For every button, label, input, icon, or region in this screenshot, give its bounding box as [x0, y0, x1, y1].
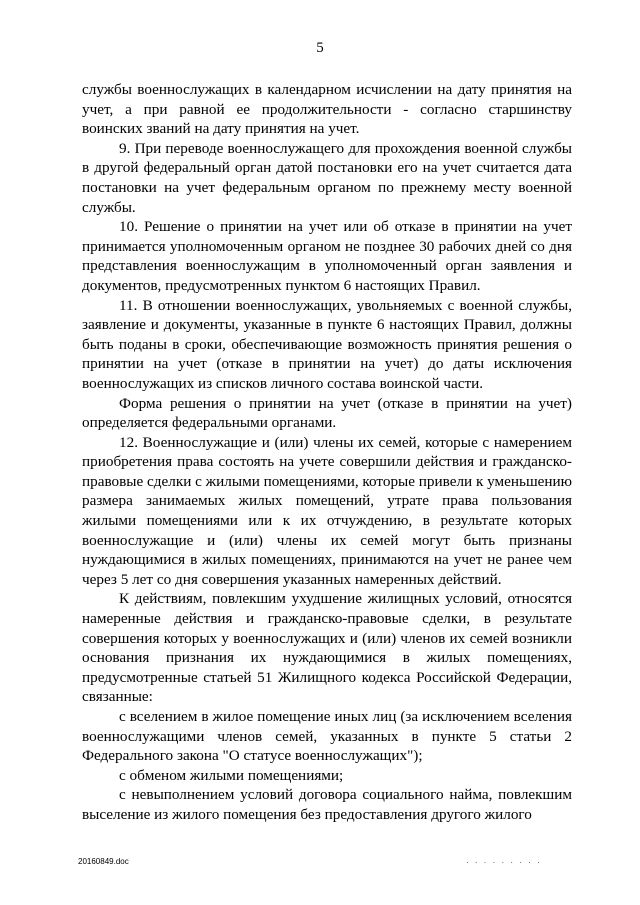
- paragraph-continuation: службы военнослужащих в календарном исчислении на дату принятия на учет, а при равной ее продолжительности - согласно старшинству воинских званий на дату принятия на учет.: [82, 81, 572, 138]
- paragraph-decision-form: Форма решения о принятии на учет (отказе в принятии на учет) определяется федеральными органами.: [82, 394, 572, 432]
- paragraph-item-9: 9. При переводе военнослужащего для прохождения военной службы в другой федеральный орган датой постановки его на учет считается дата постановки на учет федеральным органом по прежнему месту военной службы.: [82, 139, 572, 216]
- paragraph-item-10: 10. Решение о принятии на учет или об отказе в принятии на учет принимается уполномоченным органом не позднее 30 рабочих дней со дня представления военнослужащим в уполномоченный орган заявления и документов, предусмотренных пунктом 6 настоящих Правил.: [82, 218, 572, 294]
- footer-file-name: 20160849.doc: [78, 857, 129, 866]
- paragraph-list-item-exchange: с обменом жилыми помещениями;: [119, 766, 344, 784]
- paragraph-list-item-settlement: с вселением в жилое помещение иных лиц (за исключением вселения военнослужащими членов семей, указанных в пункте 5 статьи 2 Федерального закона "О статусе военнослужащих");: [82, 708, 572, 765]
- paragraph-item-12: 12. Военнослужащие и (или) члены их семей, которые с намерением приобретения права состоять на учете совершили действия и гражданско-правовые сделки с жилыми помещениями, которые привели к уменьшению размера занимаемых жилых помещений, утрате права пользования жилыми помещениями или к их отчуждению, в результате которых военнослужащие и (или) члены их семей могут быть признаны нуждающимися в жилых помещениях, принимаются на учет не ранее чем через 5 лет со дня совершения указанных намеренных действий.: [82, 433, 572, 588]
- document-body: [82, 80, 572, 825]
- footer-mark: · · · · · · · · ·: [466, 858, 542, 867]
- page-number: 5: [316, 40, 324, 56]
- paragraph-list-item-eviction: с невыполнением условий договора социального найма, повлекшим выселение из жилого помещения без предоставления другого жилого: [82, 786, 572, 823]
- paragraph-item-11: 11. В отношении военнослужащих, увольняемых с военной службы, заявление и документы, указанные в пункте 6 настоящих Правил, должны быть поданы в сроки, обеспечивающие возможность принятия решения о принятии на учет (отказе в принятии на учет) до даты исключения военнослужащих из списков личного состава воинской части.: [82, 296, 572, 392]
- paragraph-actions-worsening: К действиям, повлекшим ухудшение жилищных условий, относятся намеренные действия и гражданско-правовые сделки, в результате совершения которых у военнослужащих и (или) членов их семей возникли основания признания их нуждающимися в жилых помещениях, предусмотренные статьей 51 Жилищного кодекса Российской Федерации, связанные:: [82, 590, 572, 706]
